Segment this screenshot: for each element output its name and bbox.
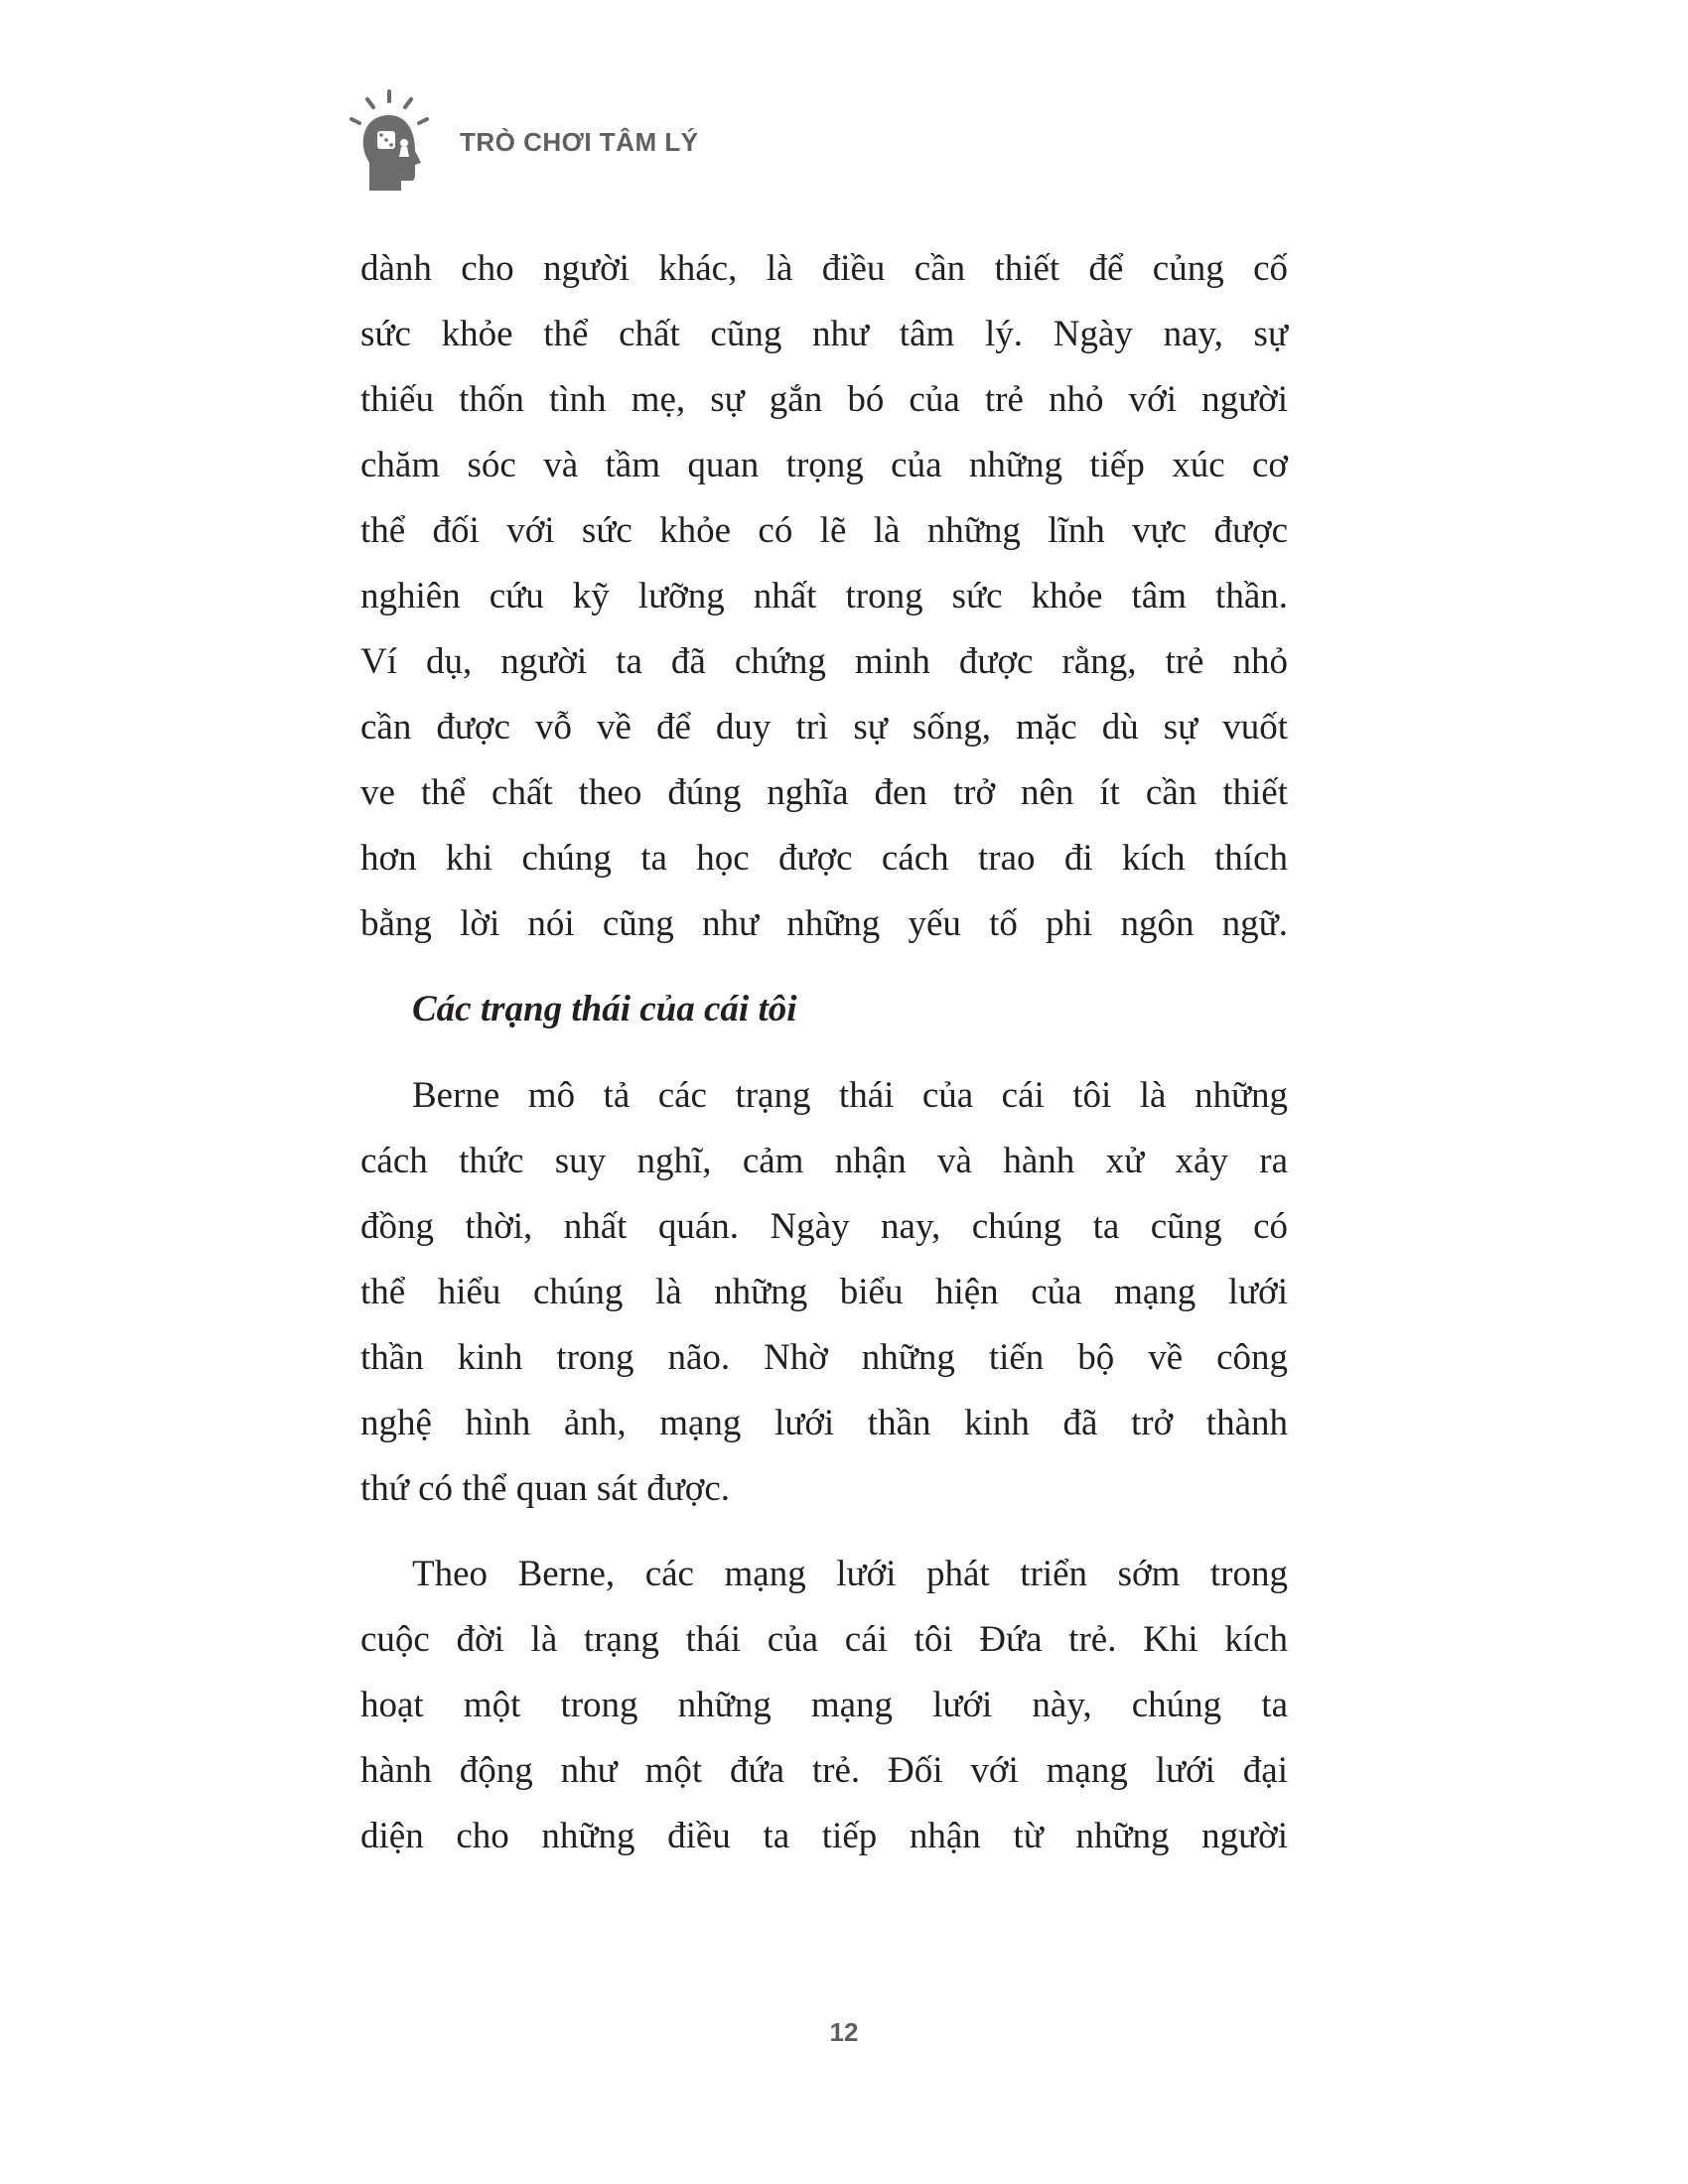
text-line: bằng lời nói cũng như những yếu tố phi ngôn ngữ. <box>360 903 1288 944</box>
text-line: đồng thời, nhất quán. Ngày nay, chúng ta cũng có <box>360 1206 1288 1247</box>
paragraph-1 <box>360 236 1288 957</box>
text-line: sức khỏe thể chất cũng như tâm lý. Ngày nay, sự <box>360 314 1288 354</box>
page-number: 12 <box>829 2017 859 2047</box>
text-line: dành cho người khác, là điều cần thiết để củng cố <box>360 248 1288 289</box>
running-header-title: TRÒ CHƠI TÂM LÝ <box>460 127 699 157</box>
section-heading: Các trạng thái của cái tôi <box>412 989 797 1029</box>
text-line: thể hiểu chúng là những biểu hiện của mạng lưới <box>360 1272 1288 1312</box>
text-line: Ví dụ, người ta đã chứng minh được rằng, trẻ nhỏ <box>360 641 1288 682</box>
text-line: thứ có thể quan sát được. <box>360 1468 731 1509</box>
text-line: hành động như một đứa trẻ. Đối với mạng lưới đại <box>360 1750 1288 1791</box>
head-with-dice-and-pawn-icon <box>340 85 439 195</box>
text-line: thần kinh trong não. Nhờ những tiến bộ về công <box>360 1337 1288 1378</box>
text-line: cách thức suy nghĩ, cảm nhận và hành xử xảy ra <box>360 1141 1288 1181</box>
paragraph-3 <box>360 1542 1288 1869</box>
text-line: cần được vỗ về để duy trì sự sống, mặc dù sự vuốt <box>360 707 1288 748</box>
text-line: ve thể chất theo đúng nghĩa đen trở nên ít cần thiết <box>360 772 1288 813</box>
text-line: Theo Berne, các mạng lưới phát triển sớm trong <box>412 1554 1288 1594</box>
text-line: Berne mô tả các trạng thái của cái tôi là những <box>412 1075 1288 1116</box>
text-line: nghiên cứu kỹ lưỡng nhất trong sức khỏe tâm thần. <box>360 576 1288 616</box>
text-line: thể đối với sức khỏe có lẽ là những lĩnh vực được <box>360 510 1288 551</box>
paragraph-2 <box>360 1063 1288 1522</box>
text-line: hoạt một trong những mạng lưới này, chúng ta <box>360 1685 1288 1725</box>
text-line: diện cho những điều ta tiếp nhận từ những người <box>360 1816 1288 1856</box>
text-line: cuộc đời là trạng thái của cái tôi Đứa trẻ. Khi kích <box>360 1619 1288 1660</box>
text-line: nghệ hình ảnh, mạng lưới thần kinh đã trở thành <box>360 1403 1288 1443</box>
text-line: hơn khi chúng ta học được cách trao đi kích thích <box>360 838 1288 879</box>
text-line: thiếu thốn tình mẹ, sự gắn bó của trẻ nhỏ với người <box>360 379 1288 420</box>
text-line: chăm sóc và tầm quan trọng của những tiếp xúc cơ <box>360 445 1288 485</box>
